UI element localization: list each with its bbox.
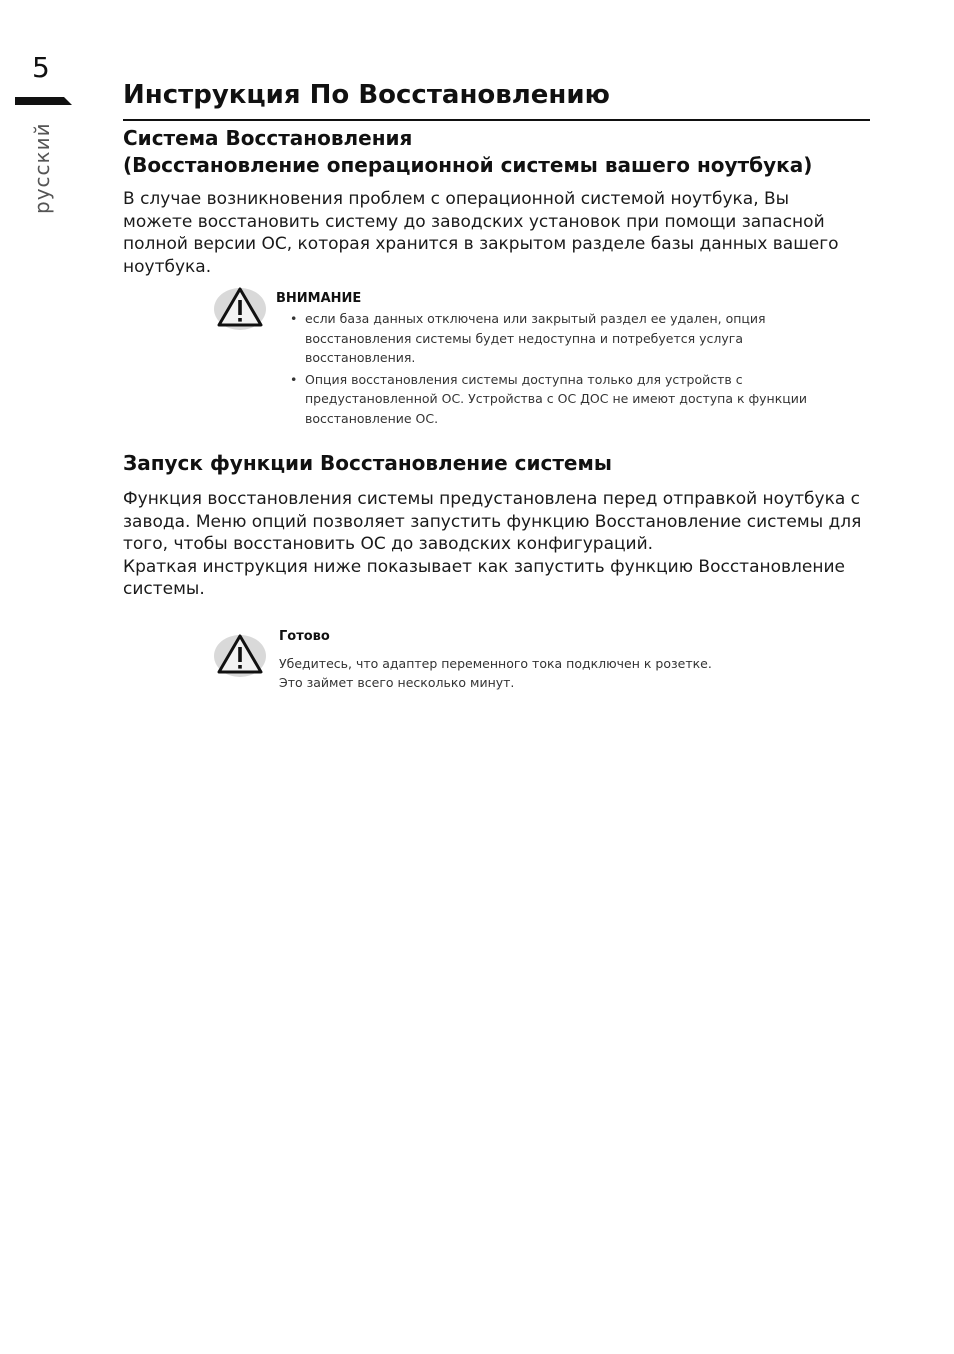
section-launch-body: [123, 488, 863, 601]
page-number: 5: [32, 51, 50, 84]
section-recovery-title: [123, 125, 812, 179]
warning-list: [290, 309, 830, 430]
ready-heading: Готово: [279, 629, 330, 644]
section-launch-paragraph-2: Краткая инструкция ниже показывает как запустить функцию Восстановление системы.: [123, 556, 845, 599]
ready-text: [279, 655, 799, 692]
section-recovery-body: В случае возникновения проблем с операционной системой ноутбука, Вы можете восстановить систему до заводских установок при помощи запасной полной версии ОС, которая хранится в закрытом разделе базы данных вашего ноутбука.: [123, 189, 839, 277]
section-recovery-title-line2: (Восстановление операционной системы вашего ноутбука): [123, 153, 813, 177]
ready-line-2: Это займет всего несколько минут.: [279, 674, 515, 690]
ready-line-1: Убедитесь, что адаптер переменного тока подключен к розетке.: [279, 656, 712, 671]
warning-triangle-icon: [213, 630, 267, 678]
warning-heading: ВНИМАНИЕ: [276, 291, 362, 306]
language-label: русский: [30, 122, 54, 214]
section-launch-paragraph-1: Функция восстановления системы предустановлена перед отправкой ноутбука с завода. Меню опций позволяет запустить функцию Восстановление системы для того, чтобы восстановить ОС до заводских конфигураций.: [123, 489, 862, 554]
title-divider: [123, 119, 870, 121]
section-launch-title: Запуск функции Восстановление системы: [123, 451, 612, 475]
page-tab-marker: [15, 97, 64, 105]
warning-item: • Опция восстановления системы доступна только для устройств с предустановленной ОС. Устройства с ОС ДОС не имеют доступа к функции восстановление ОС.: [290, 370, 830, 429]
warning-item: • если база данных отключена или закрытый раздел ее удален, опция восстановления системы будет недоступна и потребуется услуга восстановления.: [290, 309, 830, 368]
warning-triangle-icon: [213, 283, 267, 331]
section-recovery-title-line1: Система Восстановления: [123, 126, 413, 150]
page-title: Инструкция По Восстановлению: [123, 80, 610, 110]
